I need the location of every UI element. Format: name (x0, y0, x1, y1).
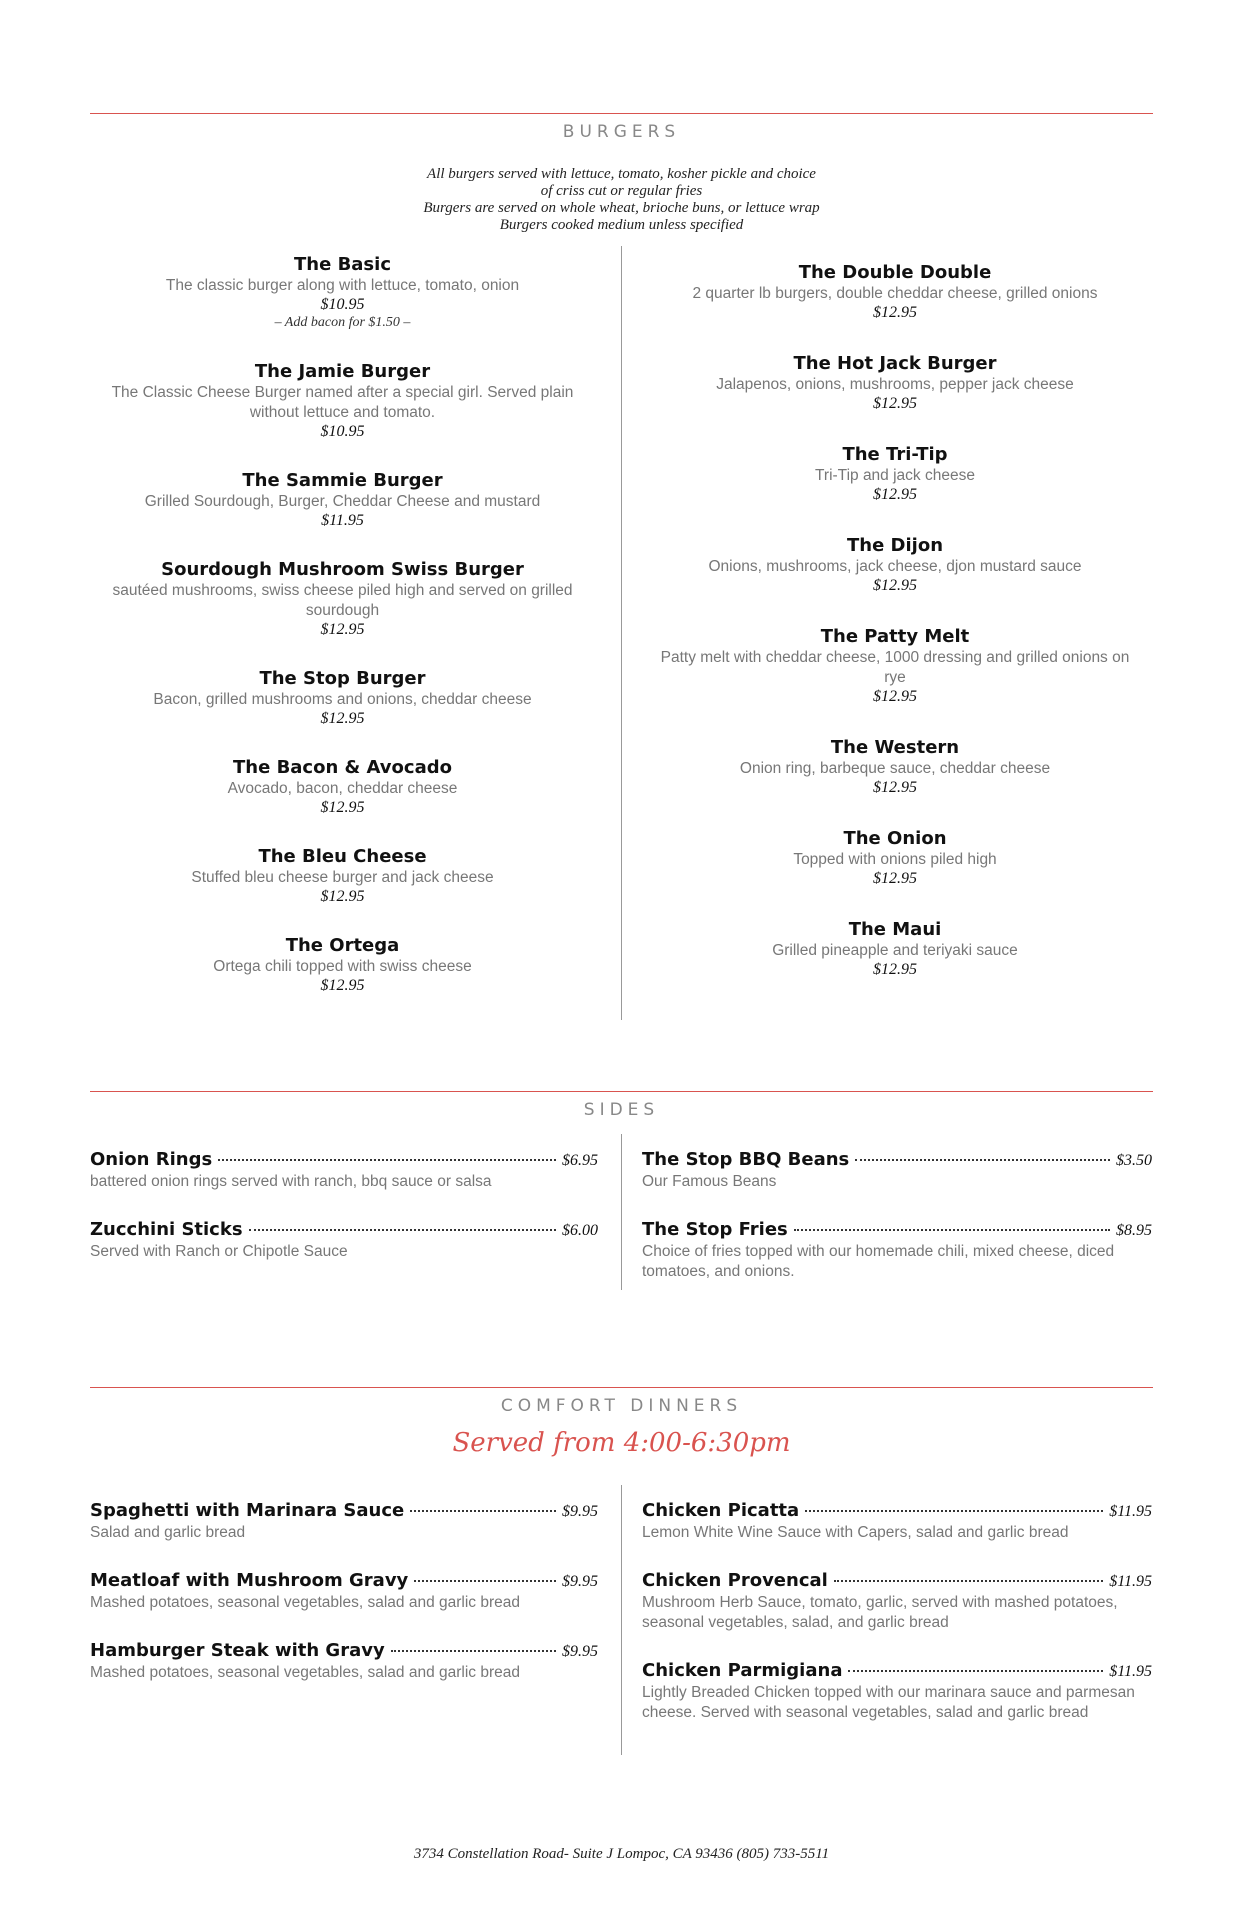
burger-description: Grilled pineapple and teriyaki sauce (772, 942, 1018, 959)
item-heading-row (642, 1660, 1152, 1681)
burger-name: The Stop Burger (259, 668, 426, 689)
burger-price: $12.95 (873, 395, 917, 412)
item-name: Chicken Parmigiana (642, 1660, 843, 1681)
burger-description: Onions, mushrooms, jack cheese, djon mustard sauce (708, 558, 1082, 575)
burger-item (655, 737, 1135, 797)
item-name: Chicken Picatta (642, 1500, 800, 1521)
comfort-item (90, 1640, 598, 1683)
footer-address: 3734 Constellation Road- Suite J Lompoc, CA 93436 (805) 733-5511 (413, 1846, 830, 1862)
comfort-item (642, 1500, 1152, 1543)
burger-price: $12.95 (873, 577, 917, 594)
item-heading-row (642, 1149, 1152, 1170)
burger-item (110, 846, 575, 906)
burger-price: $12.95 (873, 688, 917, 705)
burger-item (655, 444, 1135, 504)
burger-description: Avocado, bacon, cheddar cheese (227, 780, 458, 797)
burger-description: Onion ring, barbeque sauce, cheddar cheese (739, 760, 1051, 777)
burger-description: Ortega chili topped with swiss cheese (213, 958, 472, 975)
burger-price: $10.95 (320, 423, 365, 440)
burger-description: Patty melt with cheddar cheese, 1000 dressing and grilled onions on rye (660, 649, 1130, 686)
intro-line: All burgers served with lettuce, tomato, kosher pickle and choice (427, 166, 816, 182)
burger-name: The Basic (294, 254, 391, 275)
dot-leader (848, 1670, 1103, 1672)
sides-right-column (642, 1149, 1152, 1309)
burgers-section (90, 113, 1153, 234)
item-heading-row (90, 1570, 598, 1591)
burger-description: The Classic Cheese Burger named after a special girl. Served plain without lettuce and tomato. (111, 384, 574, 421)
comfort-item (90, 1570, 598, 1613)
burger-name: The Tri-Tip (842, 444, 948, 465)
burger-item (110, 935, 575, 995)
comfort-column-divider (621, 1485, 622, 1755)
item-heading-row (642, 1500, 1152, 1521)
comfort-subtitle: Served from 4:00-6:30pm (452, 1428, 791, 1458)
burger-description: 2 quarter lb burgers, double cheddar cheese, grilled onions (692, 285, 1098, 302)
burger-description: sautéed mushrooms, swiss cheese piled high and served on grilled sourdough (112, 582, 573, 619)
sides-column-divider (621, 1134, 622, 1290)
burger-item (655, 828, 1135, 888)
item-description: Lightly Breaded Chicken topped with our marinara sauce and parmesan cheese. Served with seasonal vegetables, salad and garlic bread (642, 1684, 1135, 1721)
item-price: $9.95 (562, 1573, 598, 1590)
sides-section (90, 1091, 1153, 1120)
comfort-right-column (642, 1500, 1152, 1750)
dot-leader (410, 1510, 556, 1512)
intro-line: Burgers cooked medium unless specified (499, 217, 744, 233)
burger-item (110, 559, 575, 639)
dot-leader (391, 1650, 556, 1652)
burgers-intro (90, 166, 1153, 234)
burger-item (655, 262, 1135, 322)
burger-description: The classic burger along with lettuce, tomato, onion (165, 277, 520, 294)
burger-name: The Double Double (798, 262, 992, 283)
burger-price: $12.95 (873, 779, 917, 796)
item-heading-row (642, 1570, 1152, 1591)
item-description: Served with Ranch or Chipotle Sauce (90, 1243, 348, 1260)
intro-line: of criss cut or regular fries (540, 183, 703, 199)
item-description: Our Famous Beans (642, 1173, 777, 1190)
burger-name: The Patty Melt (820, 626, 970, 647)
item-name: Meatloaf with Mushroom Gravy (90, 1570, 409, 1591)
intro-line: Burgers are served on whole wheat, brioche buns, or lettuce wrap (423, 200, 820, 216)
burger-description: Topped with onions piled high (793, 851, 997, 868)
burger-price: $12.95 (873, 870, 917, 887)
sides-rule (90, 1091, 1153, 1092)
sides-left-column (90, 1149, 598, 1289)
item-name: The Stop Fries (642, 1219, 788, 1240)
burger-item (655, 919, 1135, 979)
burger-description: Jalapenos, onions, mushrooms, pepper jack cheese (716, 376, 1074, 393)
burger-price: $12.95 (320, 621, 365, 638)
burgers-title: BURGERS (562, 122, 681, 142)
burger-price: $12.95 (320, 710, 365, 727)
item-heading-row (90, 1500, 598, 1521)
burger-item (655, 353, 1135, 413)
comfort-section (90, 1387, 1153, 1458)
item-price: $8.95 (1116, 1222, 1152, 1239)
item-price: $3.50 (1116, 1152, 1152, 1169)
comfort-left-column (90, 1500, 598, 1710)
item-name: Zucchini Sticks (90, 1219, 243, 1240)
burger-price: $11.95 (321, 512, 364, 529)
burger-price: $10.95 (320, 296, 365, 313)
burger-name: The Hot Jack Burger (793, 353, 997, 374)
burger-item (655, 626, 1135, 706)
burger-description: Bacon, grilled mushrooms and onions, cheddar cheese (153, 691, 532, 708)
burger-description: Grilled Sourdough, Burger, Cheddar Cheese and mustard (144, 493, 541, 510)
burger-name: Sourdough Mushroom Swiss Burger (161, 559, 524, 580)
dot-leader (218, 1159, 556, 1161)
item-description: Mushroom Herb Sauce, tomato, garlic, served with mashed potatoes, seasonal vegetables, salad, and garlic bread (642, 1594, 1118, 1631)
item-heading-row (90, 1149, 598, 1170)
burger-item (655, 535, 1135, 595)
dot-leader (414, 1580, 556, 1582)
burger-name: The Sammie Burger (242, 470, 443, 491)
item-name: Chicken Provencal (642, 1570, 828, 1591)
item-name: Onion Rings (90, 1149, 213, 1170)
sides-item (90, 1149, 598, 1192)
dot-leader (794, 1229, 1110, 1231)
sides-title: SIDES (583, 1100, 660, 1120)
burger-item (110, 361, 575, 441)
burger-item (110, 668, 575, 728)
comfort-item (642, 1570, 1152, 1633)
item-description: Lemon White Wine Sauce with Capers, salad and garlic bread (642, 1524, 1069, 1541)
burgers-left-column (110, 254, 575, 1024)
item-price: $9.95 (562, 1503, 598, 1520)
item-heading-row (90, 1219, 598, 1240)
item-description: Mashed potatoes, seasonal vegetables, salad and garlic bread (90, 1664, 520, 1681)
burger-name: The Ortega (285, 935, 400, 956)
item-price: $11.95 (1109, 1573, 1152, 1590)
item-name: The Stop BBQ Beans (642, 1149, 850, 1170)
item-price: $11.95 (1109, 1503, 1152, 1520)
burger-item (110, 757, 575, 817)
burger-name: The Bacon & Avocado (233, 757, 452, 778)
item-description: Mashed potatoes, seasonal vegetables, salad and garlic bread (90, 1594, 520, 1611)
burger-item (110, 254, 575, 332)
burger-price: $12.95 (873, 304, 917, 321)
item-price: $11.95 (1109, 1663, 1152, 1680)
item-heading-row (90, 1640, 598, 1661)
item-heading-row (642, 1219, 1152, 1240)
dot-leader (834, 1580, 1103, 1582)
burger-price: $12.95 (320, 977, 365, 994)
comfort-item (642, 1660, 1152, 1723)
sides-item (642, 1149, 1152, 1192)
sides-item (642, 1219, 1152, 1282)
burgers-column-divider (621, 246, 622, 1020)
dot-leader (855, 1159, 1110, 1161)
burger-price: $12.95 (873, 486, 917, 503)
comfort-item (90, 1500, 598, 1543)
burger-name: The Dijon (846, 535, 944, 556)
item-description: battered onion rings served with ranch, bbq sauce or salsa (90, 1173, 492, 1190)
burgers-right-column (655, 262, 1135, 1010)
item-price: $6.00 (562, 1222, 598, 1239)
burger-item (110, 470, 575, 530)
burger-price: $12.95 (320, 888, 365, 905)
comfort-rule (90, 1387, 1153, 1388)
burgers-rule (90, 113, 1153, 114)
comfort-title: COMFORT DINNERS (500, 1396, 743, 1416)
item-description: Salad and garlic bread (90, 1524, 246, 1541)
burger-description: Stuffed bleu cheese burger and jack cheese (191, 869, 494, 886)
burger-price: $12.95 (873, 961, 917, 978)
item-description: Choice of fries topped with our homemade chili, mixed cheese, diced tomatoes, and onions. (642, 1243, 1115, 1280)
burger-name: The Maui (848, 919, 942, 940)
burger-note: – Add bacon for $1.50 – (274, 315, 411, 330)
item-name: Spaghetti with Marinara Sauce (90, 1500, 405, 1521)
burger-name: The Onion (843, 828, 947, 849)
dot-leader (805, 1510, 1103, 1512)
burger-name: The Jamie Burger (254, 361, 431, 382)
dot-leader (249, 1229, 556, 1231)
burger-description: Tri-Tip and jack cheese (815, 467, 975, 484)
item-price: $6.95 (562, 1152, 598, 1169)
burger-name: The Bleu Cheese (258, 846, 427, 867)
burger-name: The Western (830, 737, 960, 758)
item-name: Hamburger Steak with Gravy (90, 1640, 385, 1661)
sides-item (90, 1219, 598, 1262)
item-price: $9.95 (562, 1643, 598, 1660)
burger-price: $12.95 (320, 799, 365, 816)
